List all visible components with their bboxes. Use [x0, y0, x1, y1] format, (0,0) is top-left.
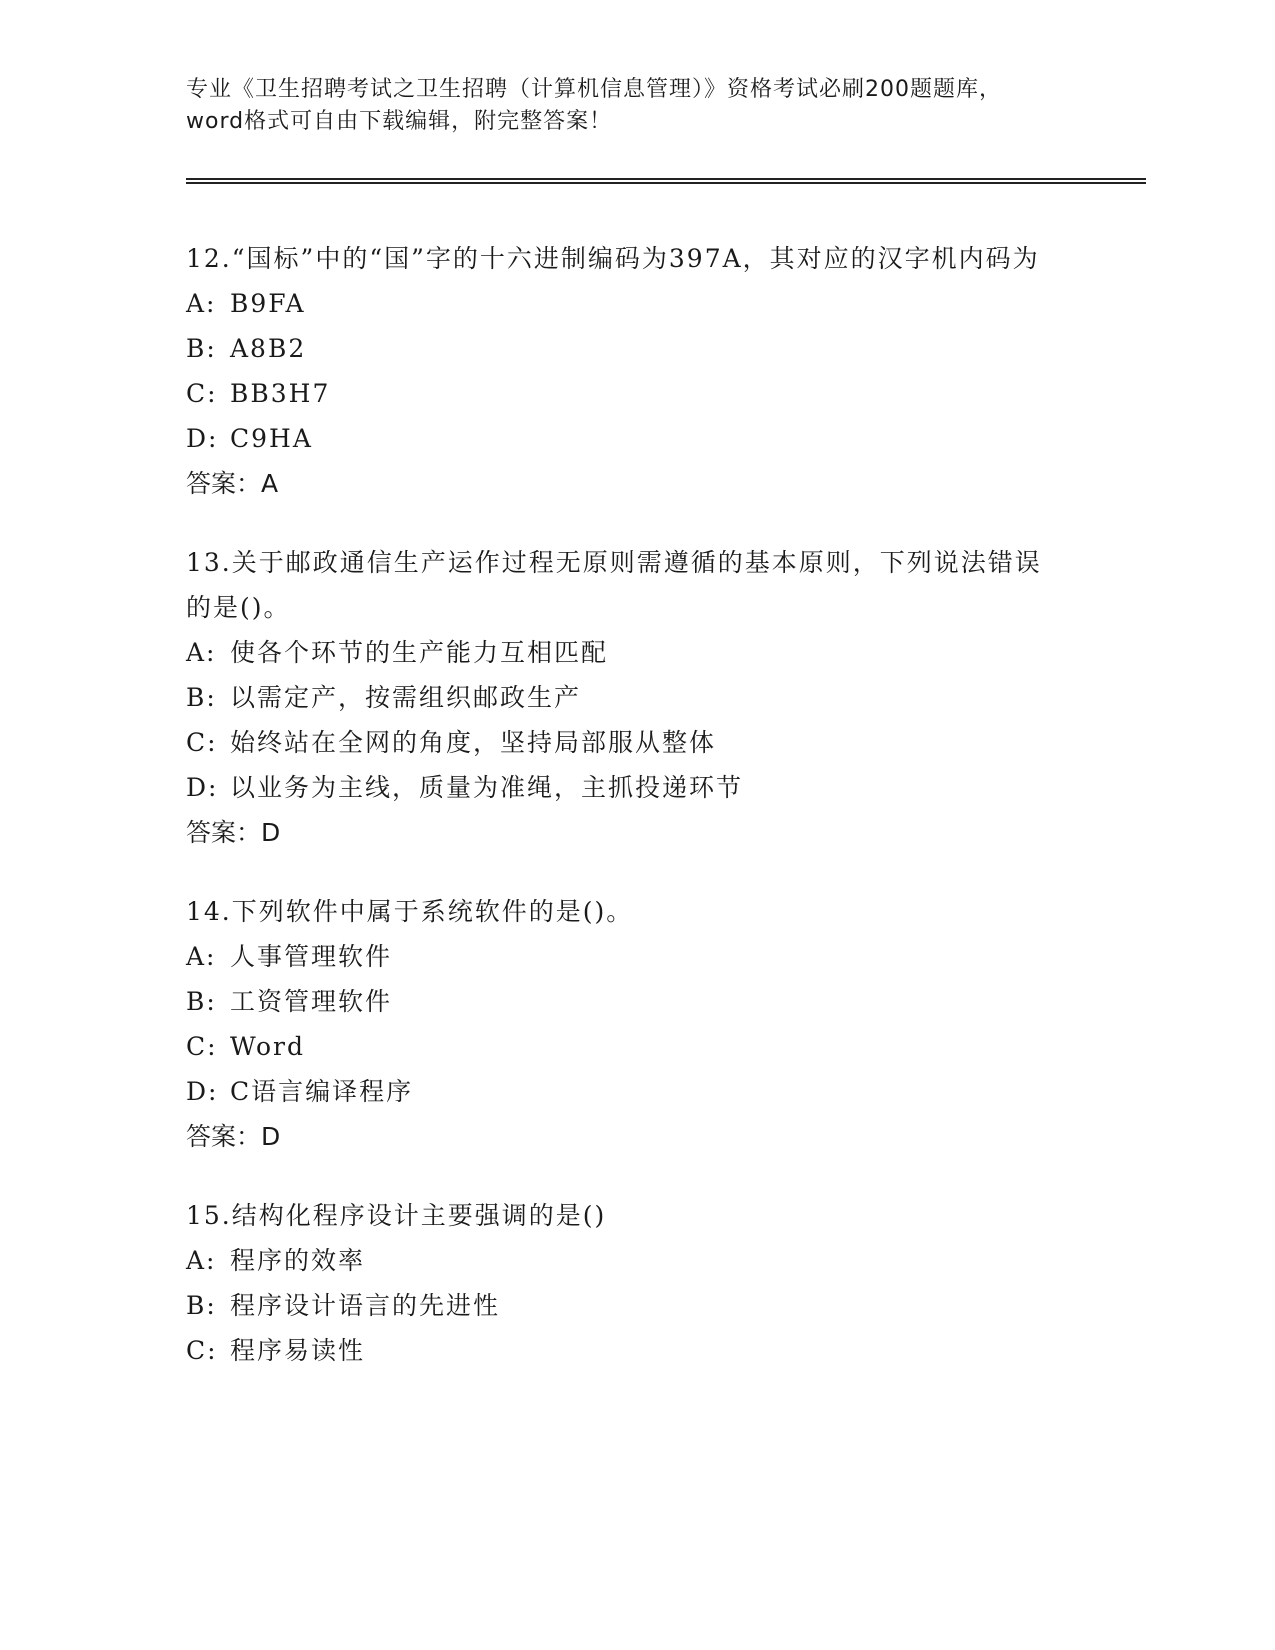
- option-key: D:: [186, 773, 219, 802]
- option-a: [186, 630, 1086, 675]
- option-text: 工资管理软件: [230, 987, 393, 1016]
- option-key: C:: [186, 728, 218, 757]
- option-text: 使各个环节的生产能力互相匹配: [230, 638, 609, 667]
- option-c: [186, 371, 1086, 416]
- question-text: 14.下列软件中属于系统软件的是()。: [186, 897, 634, 926]
- option-key: D:: [186, 424, 219, 453]
- question-text: 13.关于邮政通信生产运作过程无原则需遵循的基本原则，下列说法错误的是()。: [186, 548, 1042, 622]
- option-b: [186, 326, 1086, 371]
- question-text: 12.“国标”中的“国”字的十六进制编码为397A，其对应的汉字机内码为: [186, 244, 1040, 273]
- option-text: 以需定产，按需组织邮政生产: [230, 683, 582, 712]
- option-b: [186, 979, 1086, 1024]
- option-d: [186, 765, 1086, 810]
- option-text: 人事管理软件: [230, 942, 393, 971]
- option-key: C:: [186, 1032, 218, 1061]
- option-text: BB3H7: [230, 379, 331, 408]
- option-b: [186, 675, 1086, 720]
- option-text: C语言编译程序: [230, 1077, 414, 1106]
- option-key: B:: [186, 334, 217, 363]
- option-key: C:: [186, 1336, 218, 1365]
- question-14: [186, 889, 1086, 1159]
- option-key: A:: [186, 289, 217, 318]
- option-a: [186, 934, 1086, 979]
- answer: 答案：A: [186, 469, 279, 498]
- question-list: [186, 236, 1086, 1407]
- answer: 答案：D: [186, 1122, 281, 1151]
- option-text: 程序易读性: [230, 1336, 366, 1365]
- question-text: 15.结构化程序设计主要强调的是(): [186, 1201, 607, 1230]
- option-key: B:: [186, 1291, 217, 1320]
- question-15: [186, 1193, 1086, 1373]
- option-text: 始终站在全网的角度，坚持局部服从整体: [230, 728, 717, 757]
- option-key: B:: [186, 683, 217, 712]
- option-a: [186, 1238, 1086, 1283]
- header-line-2: word格式可自由下载编辑，附完整答案！: [186, 109, 613, 134]
- option-c: [186, 1328, 1086, 1373]
- option-text: 程序设计语言的先进性: [230, 1291, 501, 1320]
- option-text: C9HA: [230, 424, 313, 453]
- option-text: Word: [230, 1032, 306, 1061]
- option-key: A:: [186, 942, 217, 971]
- option-key: D:: [186, 1077, 219, 1106]
- header-line-1: 专业《卫生招聘考试之卫生招聘（计算机信息管理）》资格考试必刷200题题库，: [186, 77, 1002, 102]
- option-a: [186, 281, 1086, 326]
- option-c: [186, 720, 1086, 765]
- option-key: B:: [186, 987, 217, 1016]
- option-b: [186, 1283, 1086, 1328]
- header-divider: [186, 178, 1146, 184]
- option-text: A8B2: [230, 334, 307, 363]
- answer: 答案：D: [186, 818, 281, 847]
- option-text: B9FA: [230, 289, 306, 318]
- option-d: [186, 416, 1086, 461]
- question-12: [186, 236, 1086, 506]
- question-13: [186, 540, 1086, 855]
- document-header: [186, 74, 1086, 138]
- option-text: 以业务为主线，质量为准绳，主抓投递环节: [230, 773, 744, 802]
- option-text: 程序的效率: [230, 1246, 366, 1275]
- option-key: C:: [186, 379, 218, 408]
- option-key: A:: [186, 638, 217, 667]
- option-d: [186, 1069, 1086, 1114]
- option-c: [186, 1024, 1086, 1069]
- option-key: A:: [186, 1246, 217, 1275]
